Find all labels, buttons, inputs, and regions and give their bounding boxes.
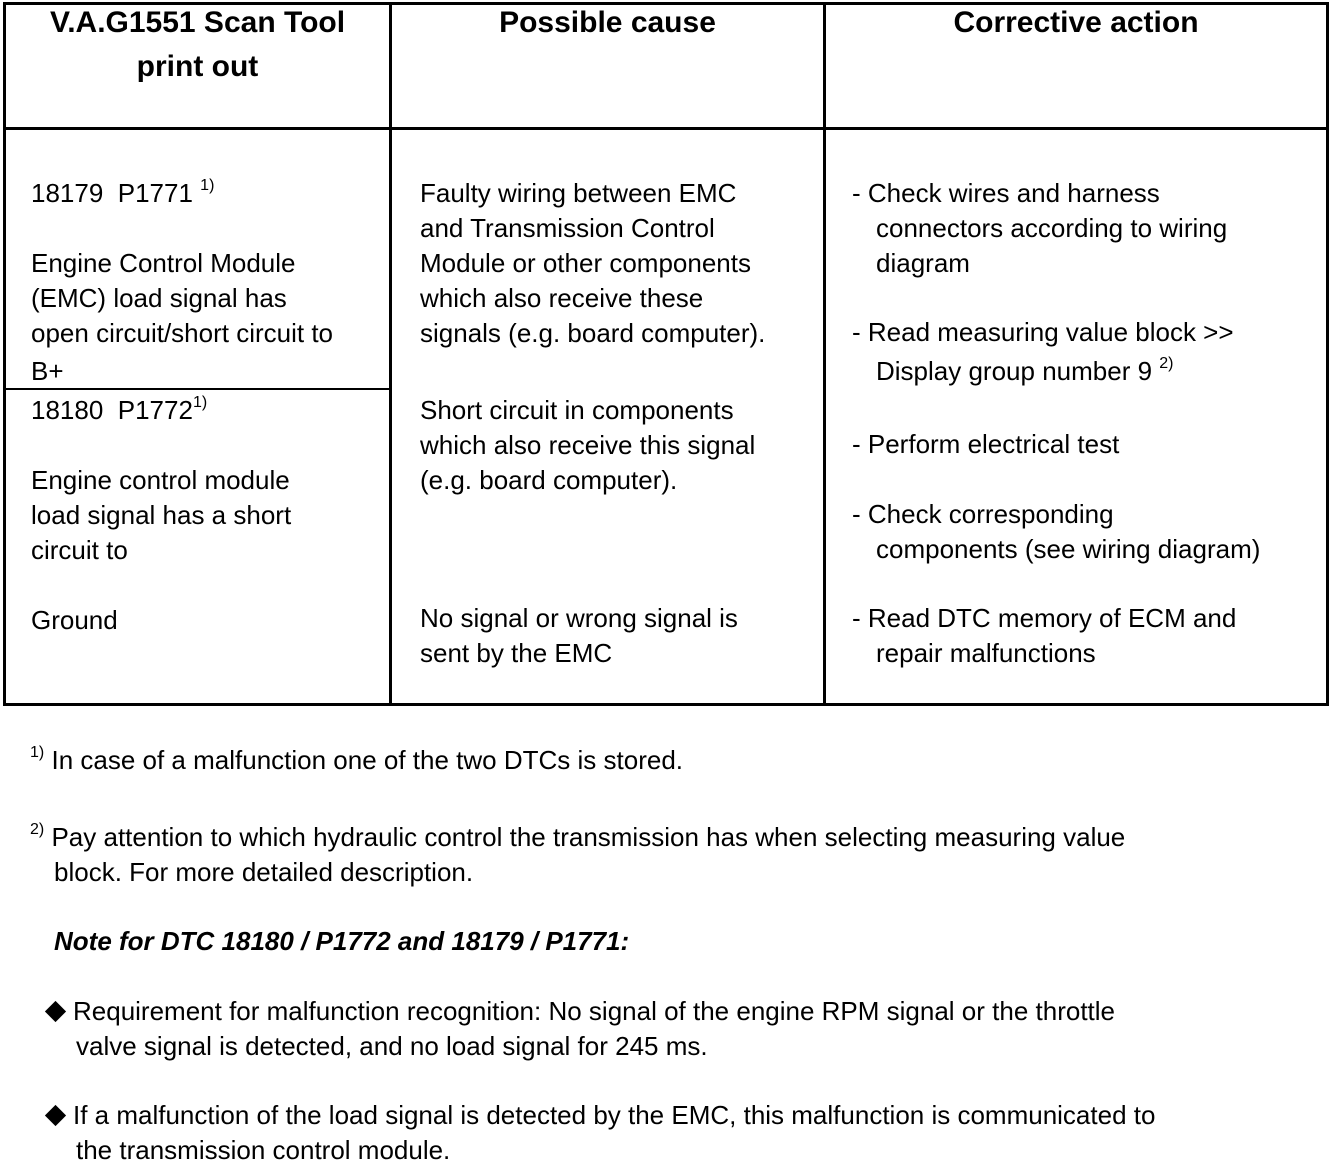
note-bullet-1 <box>73 994 1115 1064</box>
action-line: - Check wires and harness <box>852 178 1160 208</box>
header-col1-line2: print out <box>136 50 259 83</box>
dtc1-desc-line: (EMC) load signal has <box>31 283 287 313</box>
table-col-divider-2 <box>823 2 826 706</box>
dtc1-spacer <box>31 211 333 246</box>
cause-1-line: Faulty wiring between EMC <box>420 178 737 208</box>
cause-1-line: signals (e.g. board computer). <box>420 318 766 348</box>
action-display-group-line <box>876 354 1174 389</box>
note-bullet-2-line: the transmission control module. <box>76 1135 451 1165</box>
note-bullet-1-line: valve signal is detected, and no load signal for 245 ms. <box>76 1031 708 1061</box>
footnote-1-line <box>30 743 683 778</box>
dtc1-desc-line: open circuit/short circuit to <box>31 318 334 348</box>
action-display-group-text: Display group number 9 <box>876 356 1153 386</box>
action-line: repair malfunctions <box>876 638 1096 668</box>
dtc2-spacer <box>31 568 291 603</box>
dtc1-code <box>31 176 333 211</box>
action-line: - Perform electrical test <box>852 429 1120 459</box>
table-bottom-border <box>3 703 1329 706</box>
dtc2-cell <box>31 393 291 638</box>
cause-2-line: which also receive this signal <box>420 430 756 460</box>
action-line: - Read measuring value block >> <box>852 317 1234 347</box>
action-check-components <box>852 497 1260 567</box>
cause-2 <box>420 393 755 498</box>
note-bullet-2 <box>73 1098 1155 1168</box>
action-line: - Read DTC memory of ECM and <box>852 603 1237 633</box>
footnote-2-text: Pay attention to which hydraulic control the transmission has when selecting measuring value <box>51 822 1126 852</box>
header-col1-line1: V.A.G1551 Scan Tool <box>49 6 346 39</box>
action-footnote-ref: 2) <box>1159 355 1174 372</box>
cause-3-line: No signal or wrong signal is <box>420 603 738 633</box>
dtc2-footnote-ref: 1) <box>192 394 208 411</box>
note-bullet-1-line: Requirement for malfunction recognition: No signal of the engine RPM signal or the throttle <box>73 996 1116 1026</box>
action-read-measuring-block <box>852 315 1234 350</box>
footnote-1-text: In case of a malfunction one of the two DTCs is stored. <box>51 745 683 775</box>
footnote-1 <box>30 743 683 778</box>
table-header-divider <box>3 127 1329 130</box>
dtc1-footnote-ref: 1) <box>200 177 215 194</box>
cause-1-line: Module or other components <box>420 248 751 278</box>
dtc2-spacer <box>31 428 291 463</box>
cause-1-line: which also receive these <box>420 283 704 313</box>
cause-2-line: (e.g. board computer). <box>420 465 678 495</box>
table-right-border <box>1326 2 1329 706</box>
note-bullet-2-line: If a malfunction of the load signal is detected by the EMC, this malfunction is communicated to <box>73 1100 1156 1130</box>
cause-1-line: and Transmission Control <box>420 213 715 243</box>
cause-3 <box>420 601 738 671</box>
footnote-2 <box>30 820 1125 855</box>
dtc2-code-text: 18180 P1772 <box>31 395 193 425</box>
footnote-1-ref: 1) <box>30 744 45 761</box>
dtc2-desc-line: load signal has a short <box>31 500 292 530</box>
action-line: diagram <box>876 248 970 278</box>
dtc1-code-text: 18179 P1771 <box>31 178 193 208</box>
bullet-diamond-icon <box>45 1001 66 1022</box>
dtc2-desc-last: Ground <box>31 605 118 635</box>
cause-3-line: sent by the EMC <box>420 638 613 668</box>
dtc2-desc-line: Engine control module <box>31 465 290 495</box>
dtc2-code <box>31 393 291 428</box>
dtc2-desc-line: circuit to <box>31 535 128 565</box>
table-left-border <box>3 2 6 706</box>
footnote-2-line <box>30 820 1125 855</box>
cause-2-line: Short circuit in components <box>420 395 734 425</box>
dtc1-cell <box>31 176 333 351</box>
dtc1-desc-line: Engine Control Module <box>31 248 296 278</box>
action-line: - Check corresponding <box>852 499 1114 529</box>
footnote-2-continuation: block. For more detailed description. <box>54 857 474 887</box>
action-display-group <box>876 354 1174 389</box>
cause-1 <box>420 176 765 351</box>
header-possible-cause: Possible cause <box>499 6 716 39</box>
header-corrective-action: Corrective action <box>953 6 1199 39</box>
action-line: components (see wiring diagram) <box>876 534 1261 564</box>
header-scan-tool-printout <box>6 1 389 89</box>
footnote-2-ref: 2) <box>30 821 45 838</box>
action-check-wires <box>852 176 1227 281</box>
action-line: connectors according to wiring <box>876 213 1228 243</box>
note-title: Note for DTC 18180 / P1772 and 18179 / P1771: <box>54 926 630 956</box>
bullet-diamond-icon <box>45 1105 66 1126</box>
dtc1-desc-last-line: B+ <box>31 356 64 386</box>
table-col-divider-1 <box>389 2 392 706</box>
action-read-dtc-memory <box>852 601 1236 671</box>
action-electrical-test <box>852 427 1119 462</box>
